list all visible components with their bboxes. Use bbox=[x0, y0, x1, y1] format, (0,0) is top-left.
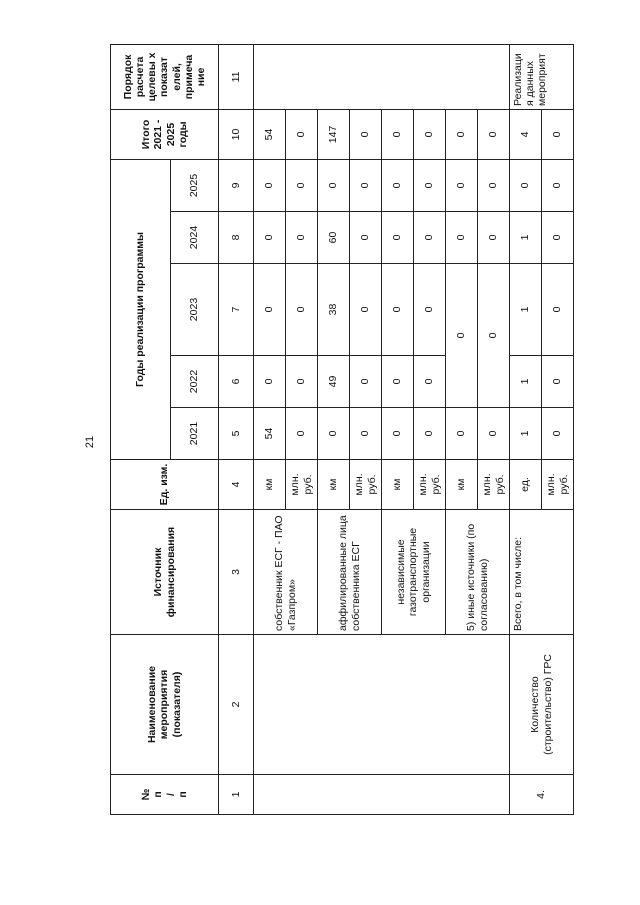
cell-value: 0 bbox=[254, 264, 286, 356]
cell-value: 0 bbox=[414, 212, 446, 264]
source-prefix: 5) bbox=[465, 621, 478, 631]
cell-value: 0 bbox=[414, 159, 446, 211]
cell-total: 0 bbox=[542, 109, 574, 159]
cell-value: 1 bbox=[510, 356, 542, 408]
column-number: 4 bbox=[219, 460, 254, 510]
cell-value: 0 bbox=[286, 408, 318, 460]
cell-value: 0 bbox=[542, 264, 574, 356]
cell-total: 0 bbox=[350, 109, 382, 159]
cell-source: Всего, в том числе: bbox=[510, 510, 574, 635]
header-years-group: Годы реализации программы bbox=[111, 159, 171, 459]
cell-value: 54 bbox=[254, 408, 286, 460]
cell-source: аффилированные лица собственника ЕСГ bbox=[318, 510, 382, 635]
cell-name bbox=[254, 635, 510, 775]
cell-no bbox=[254, 775, 510, 815]
cell-total: 147 bbox=[318, 109, 350, 159]
cell-value: 0 bbox=[318, 408, 350, 460]
cell-value: 38 bbox=[318, 264, 350, 356]
cell-value: 0 bbox=[510, 159, 542, 211]
header-year: 2021 bbox=[171, 408, 219, 460]
cell-unit: ед. bbox=[510, 460, 542, 510]
cell-order bbox=[254, 44, 510, 109]
cell-value: 49 bbox=[318, 356, 350, 408]
header-year: 2023 bbox=[171, 264, 219, 356]
column-number: 1 bbox=[219, 775, 254, 815]
cell-value: 0 bbox=[286, 212, 318, 264]
header-year: 2024 bbox=[171, 212, 219, 264]
table-row bbox=[510, 44, 542, 814]
cell-value: 0 bbox=[382, 212, 414, 264]
header-unit: Ед. изм. bbox=[111, 460, 219, 510]
cell-value: 0 bbox=[254, 356, 286, 408]
cell-unit: км bbox=[318, 460, 350, 510]
header-no: № п / п bbox=[111, 775, 219, 815]
cell-value: 0 bbox=[382, 356, 414, 408]
cell-value: 0 bbox=[478, 212, 510, 264]
cell-source bbox=[446, 510, 510, 635]
cell-value: 60 bbox=[318, 212, 350, 264]
cell-value: 0 bbox=[414, 356, 446, 408]
cell-total: 0 bbox=[478, 109, 510, 159]
column-number: 5 bbox=[219, 408, 254, 460]
cell-value: 0 bbox=[542, 159, 574, 211]
cell-unit: млн. руб. bbox=[478, 460, 510, 510]
cell-value: 0 bbox=[446, 212, 478, 264]
rotated-table-container bbox=[110, 45, 610, 815]
cell-total: 0 bbox=[382, 109, 414, 159]
column-number: 10 bbox=[219, 109, 254, 159]
cell-total: 0 bbox=[446, 109, 478, 159]
source-text: иные источники (по согласованию) bbox=[465, 523, 490, 631]
page-number: 21 bbox=[84, 435, 96, 449]
cell-total: 0 bbox=[286, 109, 318, 159]
cell-order: Реализаци я данных мероприят bbox=[510, 44, 574, 109]
cell-total: 4 bbox=[510, 109, 542, 159]
column-number: 7 bbox=[219, 264, 254, 356]
cell-unit: км bbox=[382, 460, 414, 510]
cell-unit: млн. руб. bbox=[350, 460, 382, 510]
cell-value: 1 bbox=[510, 212, 542, 264]
cell-unit: км bbox=[254, 460, 286, 510]
cell-value: 0 bbox=[414, 408, 446, 460]
cell-unit: км bbox=[446, 460, 478, 510]
header-year: 2025 bbox=[171, 159, 219, 211]
header-total: Итого 2021 - 2025 годы bbox=[111, 109, 219, 159]
cell-unit: млн. руб. bbox=[414, 460, 446, 510]
cell-unit: млн. руб. bbox=[286, 460, 318, 510]
cell-value: 0 bbox=[478, 264, 510, 408]
cell-value: 0 bbox=[446, 264, 478, 408]
cell-value: 0 bbox=[254, 159, 286, 211]
cell-value: 0 bbox=[286, 264, 318, 356]
cell-value: 0 bbox=[478, 408, 510, 460]
column-number: 11 bbox=[219, 44, 254, 109]
column-number: 2 bbox=[219, 635, 254, 775]
cell-value: 0 bbox=[382, 159, 414, 211]
table-row bbox=[254, 44, 286, 814]
cell-name: Количество (строительство) ГРС bbox=[510, 635, 574, 775]
cell-value: 0 bbox=[414, 264, 446, 356]
cell-value: 0 bbox=[446, 408, 478, 460]
cell-value: 0 bbox=[382, 264, 414, 356]
cell-value: 0 bbox=[446, 159, 478, 211]
cell-value: 0 bbox=[542, 212, 574, 264]
cell-value: 0 bbox=[286, 356, 318, 408]
cell-value: 0 bbox=[350, 408, 382, 460]
cell-value: 0 bbox=[382, 408, 414, 460]
column-number: 9 bbox=[219, 159, 254, 211]
cell-value: 0 bbox=[350, 212, 382, 264]
column-number: 8 bbox=[219, 212, 254, 264]
cell-no: 4. bbox=[510, 775, 574, 815]
column-number: 6 bbox=[219, 356, 254, 408]
program-table bbox=[110, 44, 574, 815]
cell-value: 0 bbox=[254, 212, 286, 264]
header-order: Порядок расчета целевы х показат елей, примеча ние bbox=[111, 44, 219, 109]
header-source: Источник финансирования bbox=[111, 510, 219, 635]
cell-source: собственник ЕСГ - ПАО «Газпром» bbox=[254, 510, 318, 635]
cell-value: 0 bbox=[350, 356, 382, 408]
cell-value: 0 bbox=[350, 159, 382, 211]
cell-value: 0 bbox=[286, 159, 318, 211]
cell-value: 0 bbox=[542, 356, 574, 408]
cell-total: 54 bbox=[254, 109, 286, 159]
column-number-row bbox=[219, 44, 254, 814]
cell-unit: млн. руб. bbox=[542, 460, 574, 510]
cell-value: 0 bbox=[478, 159, 510, 211]
cell-value: 0 bbox=[542, 408, 574, 460]
cell-value: 0 bbox=[318, 159, 350, 211]
cell-total: 0 bbox=[414, 109, 446, 159]
column-number: 3 bbox=[219, 510, 254, 635]
cell-value: 1 bbox=[510, 408, 542, 460]
header-name: Наименование мероприятия (показателя) bbox=[111, 635, 219, 775]
cell-source: независимые газотранспортные организации bbox=[382, 510, 446, 635]
header-year: 2022 bbox=[171, 356, 219, 408]
cell-value: 0 bbox=[350, 264, 382, 356]
cell-value: 1 bbox=[510, 264, 542, 356]
